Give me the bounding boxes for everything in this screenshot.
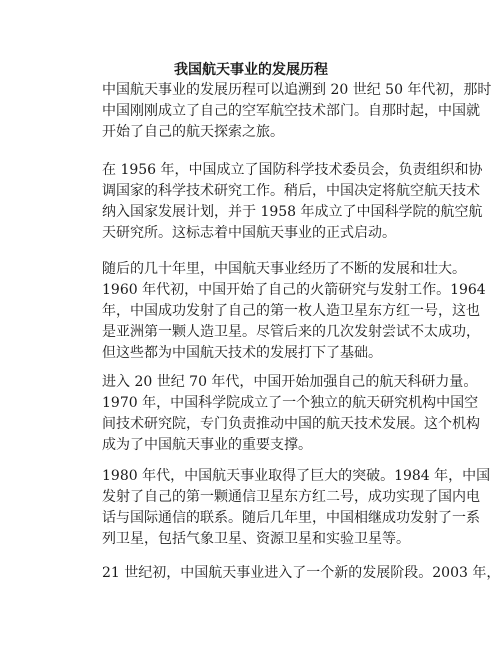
text-line: 年，中国成功发射了自己的第一枚人造卫星东方红一号，这也 [102, 303, 480, 319]
text-line: 1970 年，中国科学院成立了一个独立的航天研究机构中国空 [102, 395, 479, 411]
text-line: 中国刚刚成立了自己的空军航空技术部门。自那时起，中国就 [102, 103, 480, 119]
text-line: 成为了中国航天事业的重要支撑。 [102, 437, 312, 453]
paragraph-origins [102, 80, 491, 143]
paragraph-1980s [102, 466, 490, 550]
paragraph-21st-century [102, 563, 500, 584]
text-line: 间技术研究院，专门负责推动中国的航天技术发展。这个机构 [102, 416, 480, 432]
text-line: 21 世纪初，中国航天事业进入了一个新的发展阶段。2003 年， [102, 565, 501, 581]
text-line: 进入 20 世纪 70 年代，中国开始加强自己的航天科研力量。 [102, 374, 478, 390]
text-line: 纳入国家发展计划，并于 1958 年成立了中国科学院的航空航 [102, 204, 483, 220]
text-line: 1980 年代，中国航天事业取得了巨大的突破。1984 年，中国 [102, 468, 491, 484]
text-line: 但这些都为中国航天技术的发展打下了基础。 [102, 345, 382, 361]
text-line: 发射了自己的第一颗通信卫星东方红二号，成功实现了国内电 [102, 489, 480, 505]
text-line: 列卫星，包括气象卫星、资源卫星和实验卫星等。 [102, 531, 410, 547]
document-title: 我国航天事业的发展历程 [174, 62, 328, 78]
paragraph-1960s [102, 259, 486, 364]
text-line: 中国航天事业的发展历程可以追溯到 20 世纪 50 年代初，那时 [102, 82, 492, 98]
paragraph-1970s [102, 372, 480, 456]
text-line: 1960 年代初，中国开始了自己的火箭研究与发射工作。1964 [102, 282, 486, 298]
text-line: 随后的几十年里，中国航天事业经历了不断的发展和壮大。 [102, 261, 466, 277]
text-line: 天研究所。这标志着中国航天事业的正式启动。 [102, 225, 396, 241]
paragraph-1956 [102, 160, 483, 244]
text-line: 在 1956 年，中国成立了国防科学技术委员会，负责组织和协 [102, 162, 483, 178]
text-line: 是亚洲第一颗人造卫星。尽管后来的几次发射尝试不太成功， [102, 324, 480, 340]
text-line: 话与国际通信的联系。随后几年里，中国相继成功发射了一系 [102, 510, 480, 526]
text-line: 开始了自己的航天探索之旅。 [102, 124, 284, 140]
text-line: 调国家的科学技术研究工作。稍后，中国决定将航空航天技术 [102, 183, 480, 199]
